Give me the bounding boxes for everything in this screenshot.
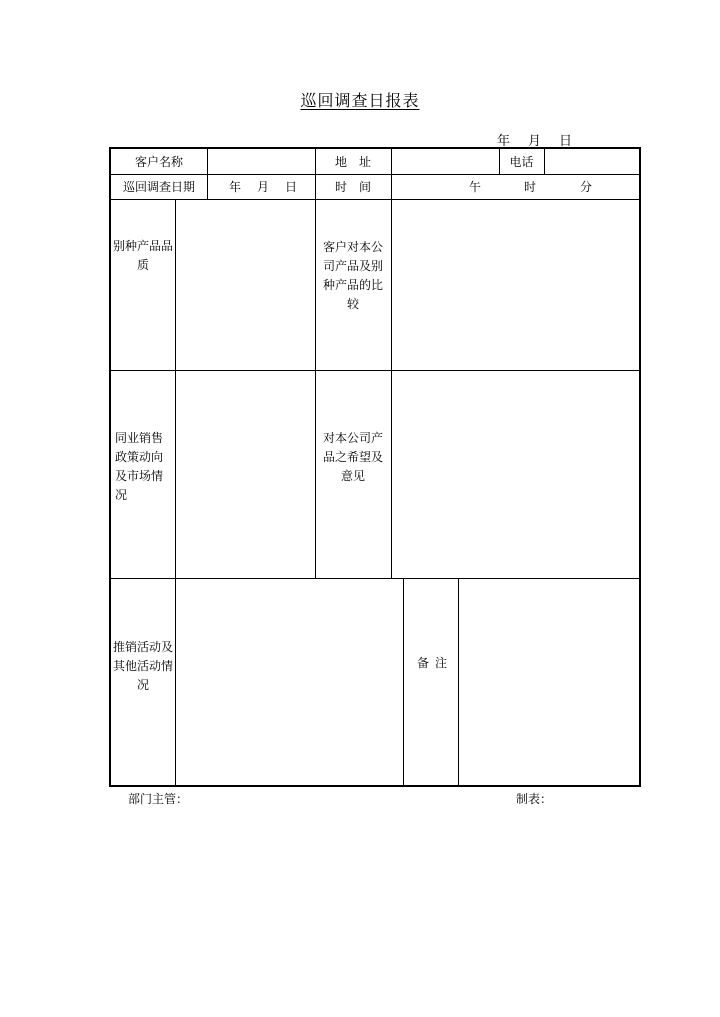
customer-name-label: 客户名称 <box>134 155 183 169</box>
phone-field[interactable] <box>545 150 638 173</box>
visit-date-label: 巡回调查日期 <box>122 180 195 194</box>
date-month-label: 月 <box>528 134 542 149</box>
customer-comparison-field[interactable] <box>392 200 638 370</box>
remark-label: 备注 <box>416 656 453 670</box>
time-minute: 分 <box>580 180 593 194</box>
col-divider <box>403 578 404 787</box>
table-maker-label: 制表： <box>516 792 553 806</box>
address-field[interactable] <box>392 150 498 173</box>
hopes-opinions-field[interactable] <box>392 371 638 578</box>
visit-date-year: 年 <box>229 180 242 194</box>
page-title: 巡回调查日报表 <box>300 91 420 110</box>
date-day-label: 日 <box>559 134 573 149</box>
time-hour: 时 <box>524 180 537 194</box>
time-noon: 午 <box>469 180 482 194</box>
promotion-activity-field[interactable] <box>176 579 403 787</box>
address-label: 地 址 <box>334 155 371 169</box>
visit-date-field[interactable] <box>229 178 315 197</box>
remark-field[interactable] <box>459 579 638 787</box>
promotion-activity-label: 推销活动及其他活动情况 <box>113 640 174 692</box>
market-trend-label: 同业销售政策动向及市场情况 <box>115 431 164 502</box>
phone-label: 电话 <box>509 155 534 169</box>
department-manager-label: 部门主管： <box>128 792 189 806</box>
col-divider <box>315 149 316 578</box>
visit-date-day: 日 <box>285 180 298 194</box>
row-divider <box>111 174 639 175</box>
time-field[interactable] <box>469 178 639 197</box>
other-product-quality-label: 别种产品品质 <box>113 239 174 272</box>
hopes-opinions-label: 对本公司产品之希望及意见 <box>323 431 384 483</box>
date-year-label: 年 <box>497 134 511 149</box>
customer-comparison-label: 客户对本公司产品及别种产品的比较 <box>323 240 384 311</box>
other-product-quality-field[interactable] <box>176 200 315 370</box>
market-trend-field[interactable] <box>176 371 315 578</box>
visit-date-month: 月 <box>257 180 270 194</box>
time-label: 时 间 <box>334 180 371 194</box>
customer-name-field[interactable] <box>208 150 314 173</box>
report-form-table <box>109 147 641 787</box>
